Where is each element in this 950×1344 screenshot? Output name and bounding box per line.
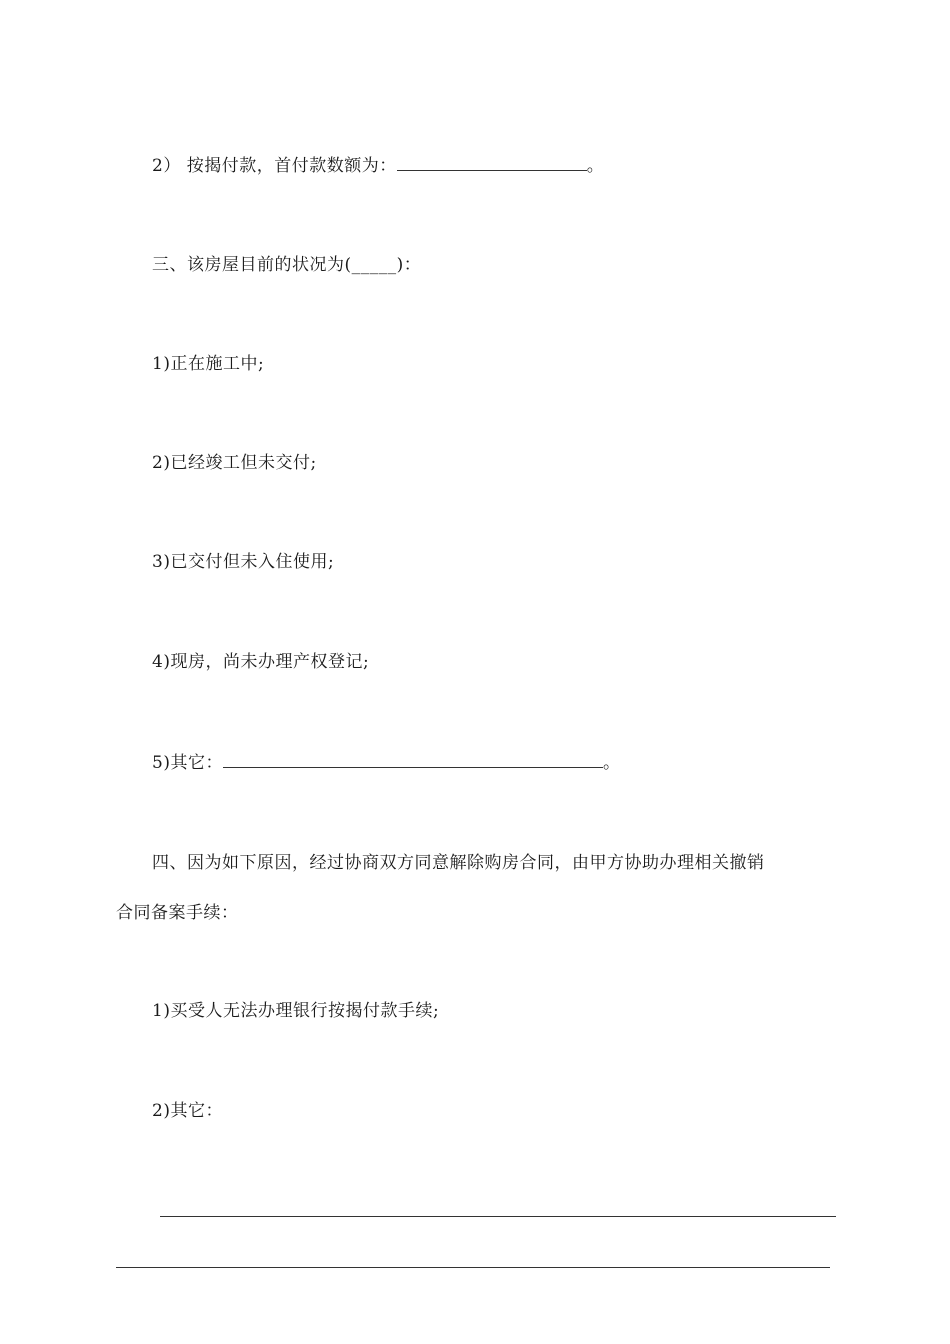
status-other-blank[interactable] bbox=[223, 753, 603, 768]
status-other-end: 。 bbox=[602, 753, 621, 773]
reason-option-2: 2)其它： bbox=[152, 1101, 223, 1121]
down-payment-end: 。 bbox=[586, 156, 605, 176]
status-option-2: 2)已经竣工但未交付; bbox=[152, 453, 317, 473]
down-payment-label: 2） 按揭付款，首付款数额为： bbox=[152, 156, 397, 176]
section-three-after: )： bbox=[396, 255, 422, 275]
reason-other-blank-line-1[interactable] bbox=[160, 1216, 836, 1217]
status-other-label: 5)其它： bbox=[152, 753, 223, 773]
status-option-3: 3)已交付但未入住使用; bbox=[152, 552, 335, 572]
status-option-5 bbox=[152, 752, 620, 774]
reason-other-blank-line-2[interactable] bbox=[116, 1267, 830, 1268]
status-option-1: 1)正在施工中; bbox=[152, 354, 265, 374]
section-three-heading bbox=[152, 254, 421, 276]
down-payment-blank[interactable] bbox=[397, 156, 587, 171]
reason-option-1: 1)买受人无法办理银行按揭付款手续; bbox=[152, 1001, 440, 1021]
section-three-blank[interactable]: _____ bbox=[351, 255, 397, 275]
section-three-before: 三、该房屋目前的状况为( bbox=[152, 255, 352, 275]
section-four-line-1: 四、因为如下原因，经过协商双方同意解除购房合同，由甲方协助办理相关撤销 bbox=[152, 853, 765, 873]
section-four-line-2: 合同备案手续： bbox=[116, 903, 239, 923]
status-option-4: 4)现房，尚未办理产权登记; bbox=[152, 652, 370, 672]
down-payment-line bbox=[152, 155, 604, 177]
